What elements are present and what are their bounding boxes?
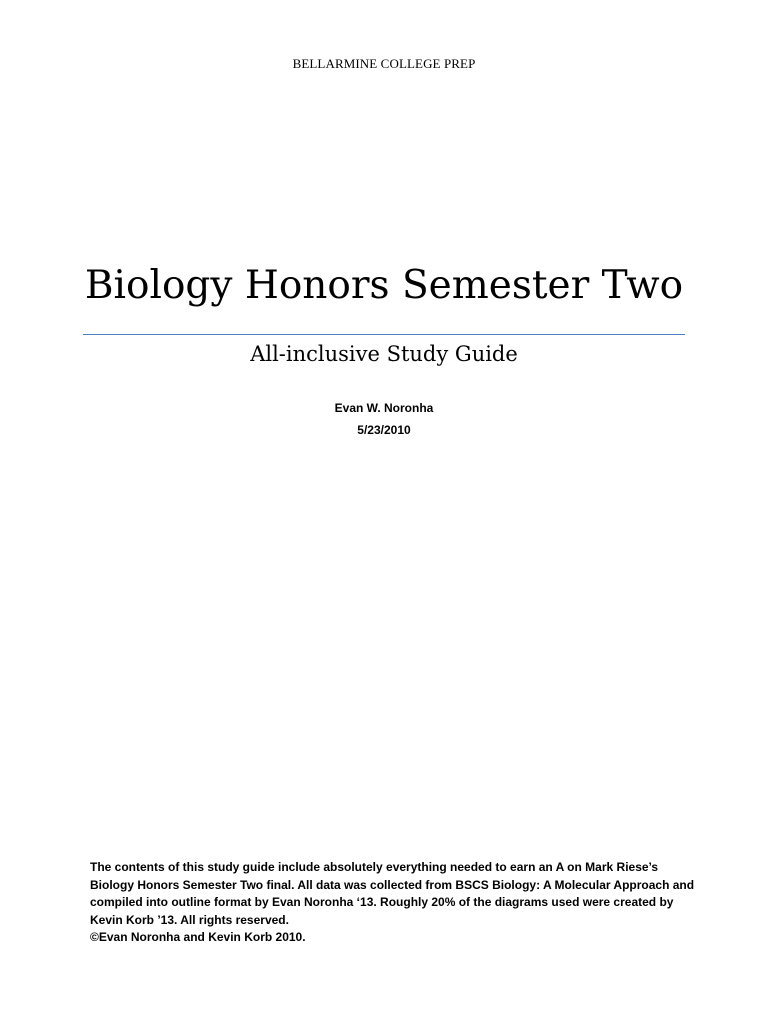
abstract-block	[90, 859, 700, 947]
author-name: Evan W. Noronha	[334, 401, 434, 415]
copyright-notice: ©Evan Noronha and Kevin Korb 2010.	[90, 930, 306, 944]
title-divider	[83, 334, 685, 335]
document-date: 5/23/2010	[357, 423, 411, 437]
document-header: BELLARMINE COLLEGE PREP	[292, 56, 476, 71]
abstract-text: The contents of this study guide include absolutely everything needed to earn an A on Mark Riese’s Biology Honors Semester Two final. All data was collected from BSCS Biology: A Molecular Approach and compiled into outline format by Evan Noronha ‘13. Roughly 20% of the diagrams used were created by Kevin Korb ’13. All rights reserved.	[90, 860, 695, 927]
document-title: Biology Honors Semester Two	[84, 263, 684, 308]
document-subtitle: All-inclusive Study Guide	[250, 342, 518, 366]
